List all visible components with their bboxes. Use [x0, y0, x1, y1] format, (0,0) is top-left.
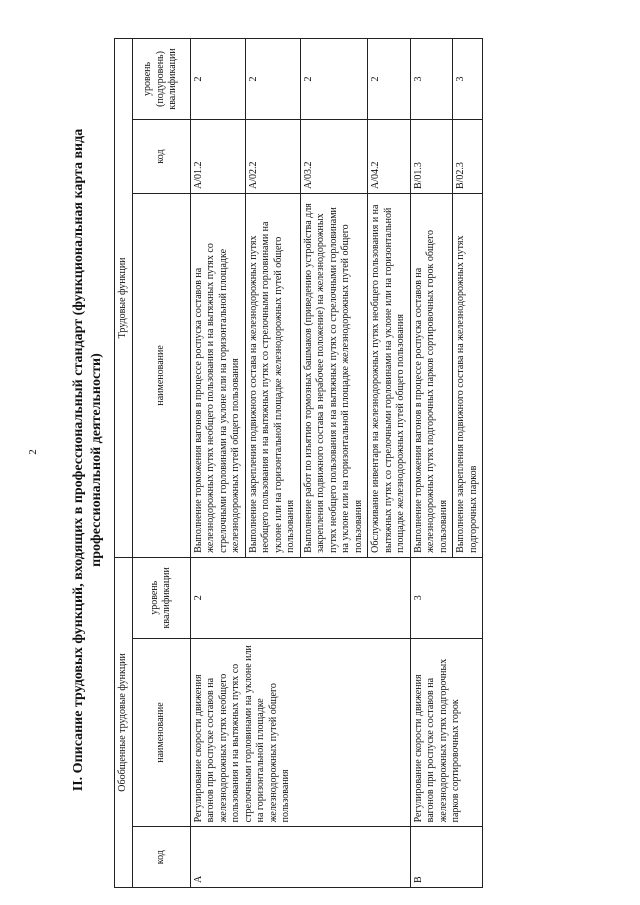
- function-level: 2: [190, 39, 245, 120]
- header-sublevel: уровень (подуровень) квалификации: [132, 39, 190, 120]
- group-code: B: [410, 827, 483, 888]
- header-functions: Трудовые функции: [115, 39, 133, 558]
- function-name: Выполнение торможения вагонов в процессе роспуска составов на железнодорожных путях подгорочных парков сортировочных горок общего пользования: [410, 194, 453, 558]
- header-qual-level: уровень квалификации: [132, 557, 190, 638]
- page-number: 2: [26, 449, 39, 455]
- function-level: 2: [245, 39, 300, 120]
- function-name: Выполнение торможения вагонов в процессе роспуска составов на железнодорожных путях необщего пользования и на вытяжных путях со стрелочными горловинами на уклоне или на горизонтальной площадке железнодорожных путей общего пользования: [190, 194, 245, 558]
- header-code2: код: [132, 119, 190, 193]
- function-level: 3: [410, 39, 453, 120]
- function-code: A/01.2: [190, 119, 245, 193]
- functional-map-table: [114, 38, 483, 888]
- function-level: 2: [368, 39, 411, 120]
- function-name: Обслуживание инвентаря на железнодорожных путях необщего пользования и на вытяжных путях со стрелочными горловинами на уклоне или на горизонтальной площадке железнодорожных путей общего пользования: [368, 194, 411, 558]
- header-generalized: Обобщенные трудовые функции: [115, 557, 133, 887]
- table-row: [410, 39, 453, 888]
- group-level: 3: [410, 557, 483, 638]
- table-rotated: [114, 38, 512, 888]
- heading-wrapper: [70, 110, 110, 810]
- function-level: 2: [300, 39, 368, 120]
- header-name: наименование: [132, 638, 190, 827]
- group-level: 2: [190, 557, 410, 638]
- table-wrapper: [114, 38, 512, 888]
- table-row: [190, 39, 245, 888]
- function-name: Выполнение работ по изъятию тормозных башмаков (приведению устройства для закрепления подвижного состава в нерабочее положение) на железнодорожных путях необщего пользования и на вытяжных путях со стрелочными горловинами на уклоне или на горизонтальной площадке железнодорожных путей общего пользования: [300, 194, 368, 558]
- function-code: B/02.3: [453, 119, 483, 193]
- function-code: A/02.2: [245, 119, 300, 193]
- group-name: Регулирование скорости движения вагонов при роспуске составов на железнодорожных путях подгорочных парков сортировочных горок: [410, 638, 483, 827]
- section-title: II. Описание трудовых функций, входящих в профессиональный стандарт (функциональная карта вида профессиональной деятельности): [71, 128, 104, 792]
- function-code: A/03.2: [300, 119, 368, 193]
- function-code: B/01.3: [410, 119, 453, 193]
- function-name: Выполнение закрепления подвижного состава на железнодорожных путях подгорочных парков: [453, 194, 483, 558]
- group-name: Регулирование скорости движения вагонов при роспуске составов на железнодорожных путях необщего пользования и на вытяжных путях со стрелочными горловинами на уклоне или на горизонтальной площадке железнодорожных путей общего пользования: [190, 638, 410, 827]
- group-code: A: [190, 827, 410, 888]
- function-code: A/04.2: [368, 119, 411, 193]
- header-code: код: [132, 827, 190, 888]
- header-name2: наименование: [132, 194, 190, 558]
- function-name: Выполнение закрепления подвижного состава на железнодорожных путях необщего пользования и на вытяжных путях со стрелочными горловинами на уклоне или на горизонтальной площадке железнодорожных путей общего пользования: [245, 194, 300, 558]
- function-level: 3: [453, 39, 483, 120]
